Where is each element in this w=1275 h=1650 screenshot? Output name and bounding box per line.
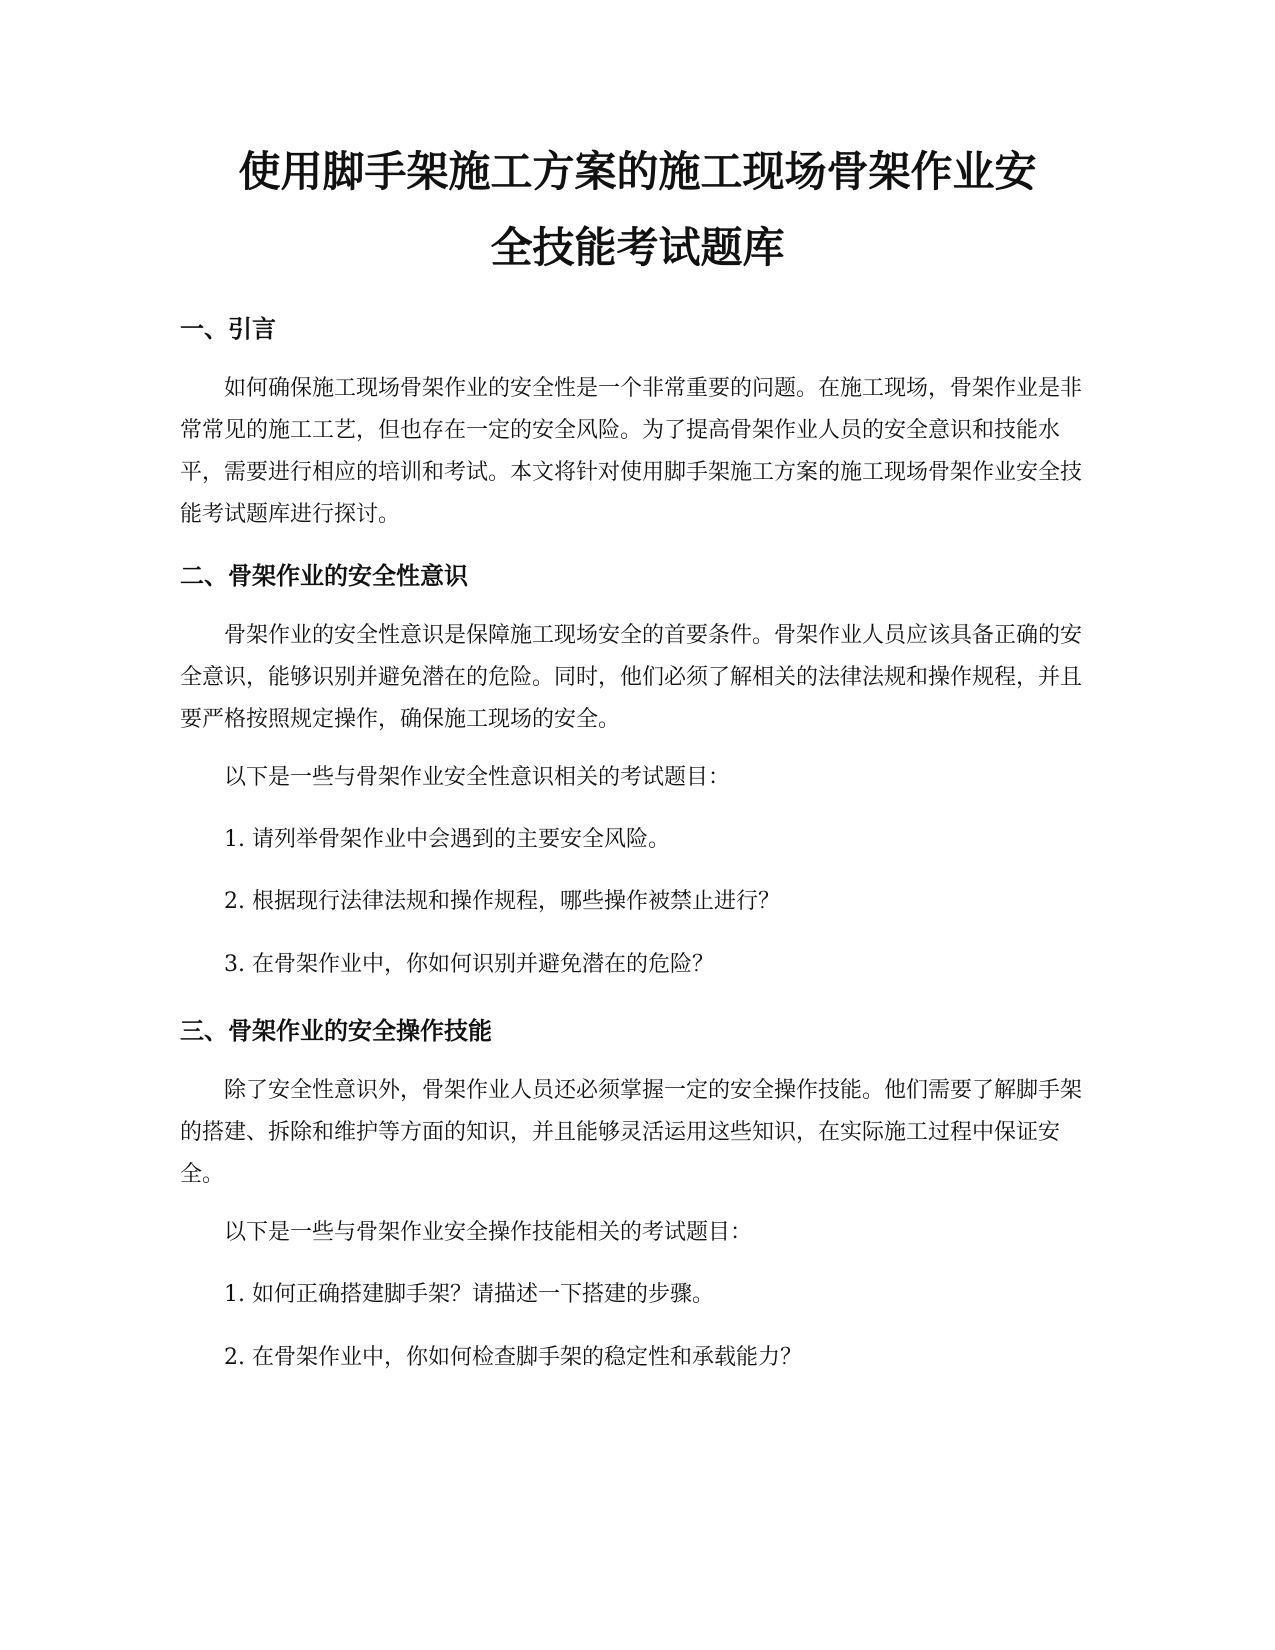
section-heading-safe-operation-skills: 三、骨架作业的安全操作技能 <box>180 1017 492 1045</box>
exam-question: 2. 在骨架作业中，你如何检查脚手架的稳定性和承载能力？ <box>224 1345 802 1370</box>
exam-question: 2. 根据现行法律法规和操作规程，哪些操作被禁止进行？ <box>224 889 780 914</box>
section-paragraph-introduction: 如何确保施工现场骨架作业的安全性是一个非常重要的问题。在施工现场，骨架作业是非常常见的施工工艺，但也存在一定的安全风险。为了提高骨架作业人员的安全意识和技能水平，需要进行相应的培训和考试。本文将针对使用脚手架施工方案的施工现场骨架作业安全技能考试题库进行探讨。 <box>180 376 1083 527</box>
question-list-intro: 以下是一些与骨架作业安全性意识相关的考试题目： <box>224 765 731 790</box>
document-title-line-1: 使用脚手架施工方案的施工现场骨架作业安 <box>238 147 1037 196</box>
section-paragraph-safety-awareness: 骨架作业的安全性意识是保障施工现场安全的首要条件。骨架作业人员应该具备正确的安全意识，能够识别并避免潜在的危险。同时，他们必须了解相关的法律法规和操作规程，并且要严格按照规定操作，确保施工现场的安全。 <box>180 623 1083 732</box>
section-heading-safety-awareness: 二、骨架作业的安全性意识 <box>180 562 468 590</box>
exam-question: 1. 如何正确搭建脚手架？请描述一下搭建的步骤。 <box>224 1282 714 1307</box>
question-list-intro: 以下是一些与骨架作业安全操作技能相关的考试题目： <box>224 1220 753 1245</box>
exam-question: 3. 在骨架作业中，你如何识别并避免潜在的危险？ <box>224 952 714 977</box>
section-paragraph-safe-operation-skills: 除了安全性意识外，骨架作业人员还必须掌握一定的安全操作技能。他们需要了解脚手架的搭建、拆除和维护等方面的知识，并且能够灵活运用这些知识，在实际施工过程中保证安全。 <box>180 1078 1083 1187</box>
exam-question: 1. 请列举骨架作业中会遇到的主要安全风险。 <box>224 827 670 852</box>
document-title-line-2: 全技能考试题库 <box>490 223 785 272</box>
section-heading-introduction: 一、引言 <box>180 315 276 343</box>
